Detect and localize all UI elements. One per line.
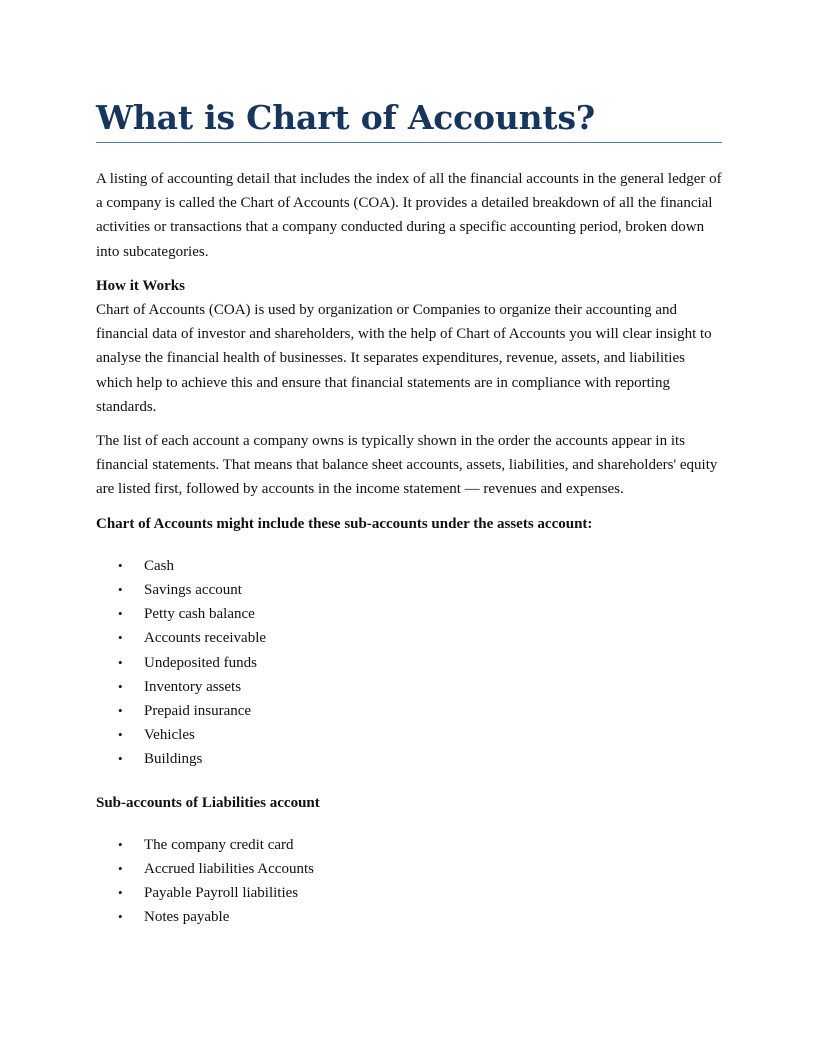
- intro-paragraph: A listing of accounting detail that includes the index of all the financial accounts in the general ledger of a company is called the Chart of Accounts (COA). It provides a detailed breakdown of all the financial activities or transactions that a company conducted during a specific accounting period, broken down into subcategories.: [96, 171, 722, 260]
- list-item: • Vehicles: [96, 723, 722, 747]
- list-order-paragraph: The list of each account a company owns is typically shown in the order the accounts appear in its financial statements. That means that balance sheet accounts, assets, liabilities, and shareholders' equity are listed first, followed by accounts in the income statement — revenues and expenses.: [96, 433, 718, 498]
- list-item: • Savings account: [96, 578, 722, 602]
- list-item: • Payable Payroll liabilities: [96, 881, 722, 905]
- liabilities-heading: Sub-accounts of Liabilities account: [96, 794, 320, 811]
- assets-list: [96, 554, 722, 772]
- list-item: • Buildings: [96, 747, 722, 771]
- bullet-icon: •: [118, 861, 123, 877]
- list-item: • Accrued liabilities Accounts: [96, 857, 722, 881]
- bullet-icon: •: [118, 751, 123, 767]
- bullet-icon: •: [118, 630, 123, 646]
- bullet-icon: •: [118, 654, 123, 670]
- bullet-icon: •: [118, 909, 123, 925]
- bullet-icon: •: [118, 557, 123, 573]
- how-it-works-body: Chart of Accounts (COA) is used by organization or Companies to organize their accounting and financial data of investor and shareholders, with the help of Chart of Accounts you will clear insight to analyse the financial health of businesses. It separates expenditures, revenue, assets, and liabilities which help to achieve this and ensure that financial statements are in compliance with reporting standards.: [96, 302, 712, 415]
- list-item: • Inventory assets: [96, 675, 722, 699]
- list-item: • Prepaid insurance: [96, 699, 722, 723]
- bullet-icon: •: [118, 885, 123, 901]
- bullet-icon: •: [118, 727, 123, 743]
- document-page: [96, 96, 722, 949]
- bullet-icon: •: [118, 836, 123, 852]
- bullet-icon: •: [118, 678, 123, 694]
- how-it-works-heading: How it Works: [96, 277, 185, 294]
- list-item: • Accounts receivable: [96, 626, 722, 650]
- list-item: • The company credit card: [96, 833, 722, 857]
- bullet-icon: •: [118, 703, 123, 719]
- how-it-works-section: [96, 274, 722, 419]
- list-item: • Undeposited funds: [96, 651, 722, 675]
- assets-heading: Chart of Accounts might include these sub-accounts under the assets account:: [96, 515, 593, 532]
- list-item: • Notes payable: [96, 905, 722, 929]
- list-item: • Cash: [96, 554, 722, 578]
- bullet-icon: •: [118, 606, 123, 622]
- bullet-icon: •: [118, 582, 123, 598]
- list-item: • Petty cash balance: [96, 602, 722, 626]
- liabilities-list: [96, 833, 722, 930]
- page-title: What is Chart of Accounts?: [96, 98, 595, 137]
- title-underline: [96, 142, 722, 143]
